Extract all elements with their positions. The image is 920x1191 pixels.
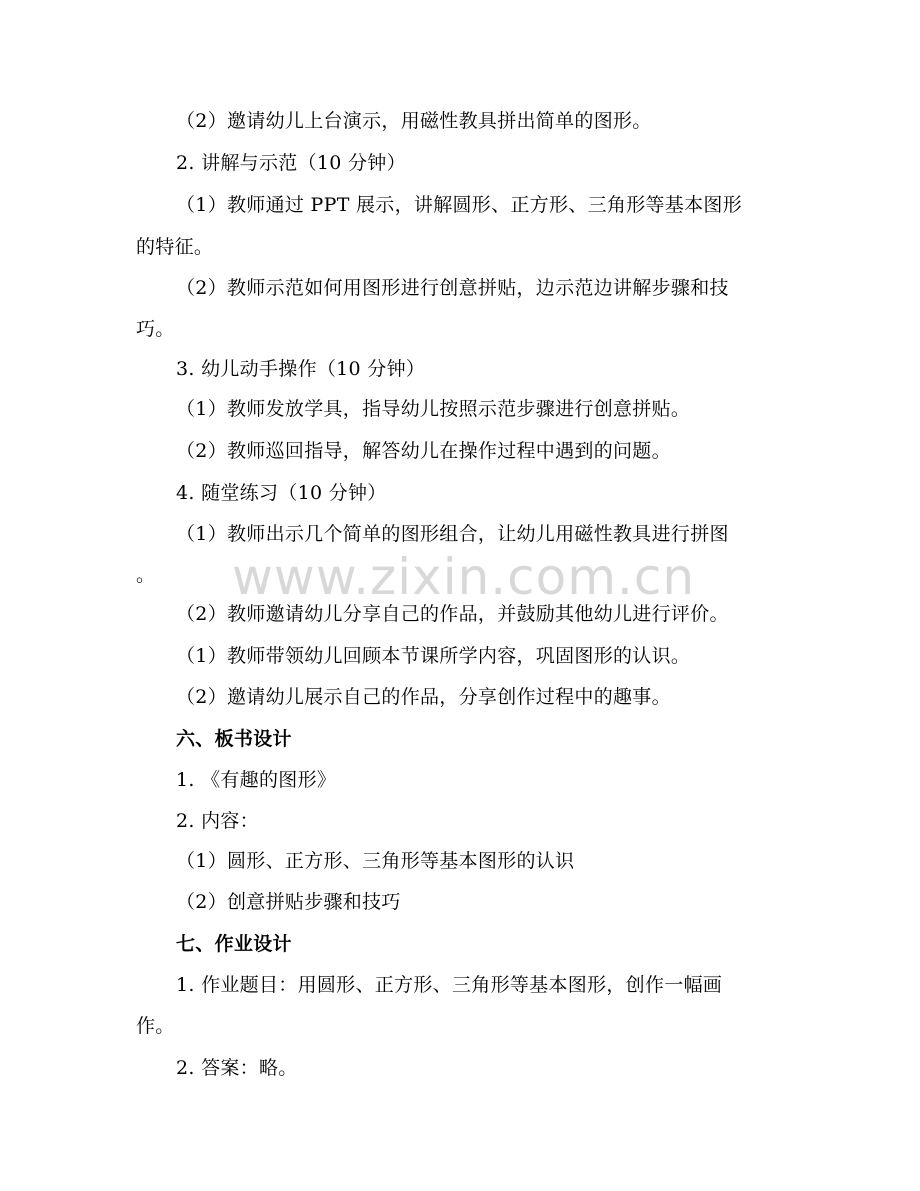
paragraph-line: 1. 作业题目：用圆形、正方形、三角形等基本图形，创作一幅画 bbox=[176, 974, 723, 996]
paragraph-line: （1）圆形、正方形、三角形等基本图形的认识 bbox=[176, 850, 575, 872]
paragraph-line: （2）教师邀请幼儿分享自己的作品，并鼓励其他幼儿进行评价。 bbox=[176, 603, 729, 625]
section-item: 2. 内容： bbox=[176, 810, 259, 832]
paragraph-line: （1）教师通过 PPT 展示，讲解圆形、正方形、三角形等基本图形 bbox=[176, 194, 743, 216]
paragraph-line-continued: 。 bbox=[136, 564, 156, 586]
watermark: www.zixin.com.cn bbox=[232, 548, 696, 606]
section-heading: 七、作业设计 bbox=[176, 933, 292, 955]
paragraph-line: （2）创意拼贴步骤和技巧 bbox=[176, 891, 401, 913]
section-item: 4. 随堂练习（10 分钟） bbox=[176, 482, 387, 504]
section-item: 3. 幼儿动手操作（10 分钟） bbox=[176, 358, 426, 380]
paragraph-line: （1）教师出示几个简单的图形组合，让幼儿用磁性教具进行拼图 bbox=[176, 523, 729, 545]
paragraph-line: （2）教师示范如何用图形进行创意拼贴，边示范边讲解步骤和技 bbox=[176, 277, 729, 299]
paragraph-line-continued: 巧。 bbox=[136, 318, 175, 340]
paragraph-line-continued: 作。 bbox=[136, 1015, 175, 1037]
section-heading: 六、板书设计 bbox=[176, 728, 292, 750]
paragraph-line-continued: 的特征。 bbox=[136, 236, 214, 258]
section-item: 1. 《有趣的图形》 bbox=[176, 769, 337, 791]
paragraph-line: （2）邀请幼儿展示自己的作品，分享创作过程中的趣事。 bbox=[176, 686, 671, 708]
paragraph-line: （2）邀请幼儿上台演示，用磁性教具拼出简单的图形。 bbox=[176, 110, 652, 132]
paragraph-line: （1）教师带领幼儿回顾本节课所学内容，巩固图形的认识。 bbox=[176, 645, 691, 667]
section-item: 2. 讲解与示范（10 分钟） bbox=[176, 152, 406, 174]
paragraph-line: （1）教师发放学具，指导幼儿按照示范步骤进行创意拼贴。 bbox=[176, 398, 691, 420]
section-item: 2. 答案：略。 bbox=[176, 1057, 298, 1079]
paragraph-line: （2）教师巡回指导，解答幼儿在操作过程中遇到的问题。 bbox=[176, 440, 671, 462]
